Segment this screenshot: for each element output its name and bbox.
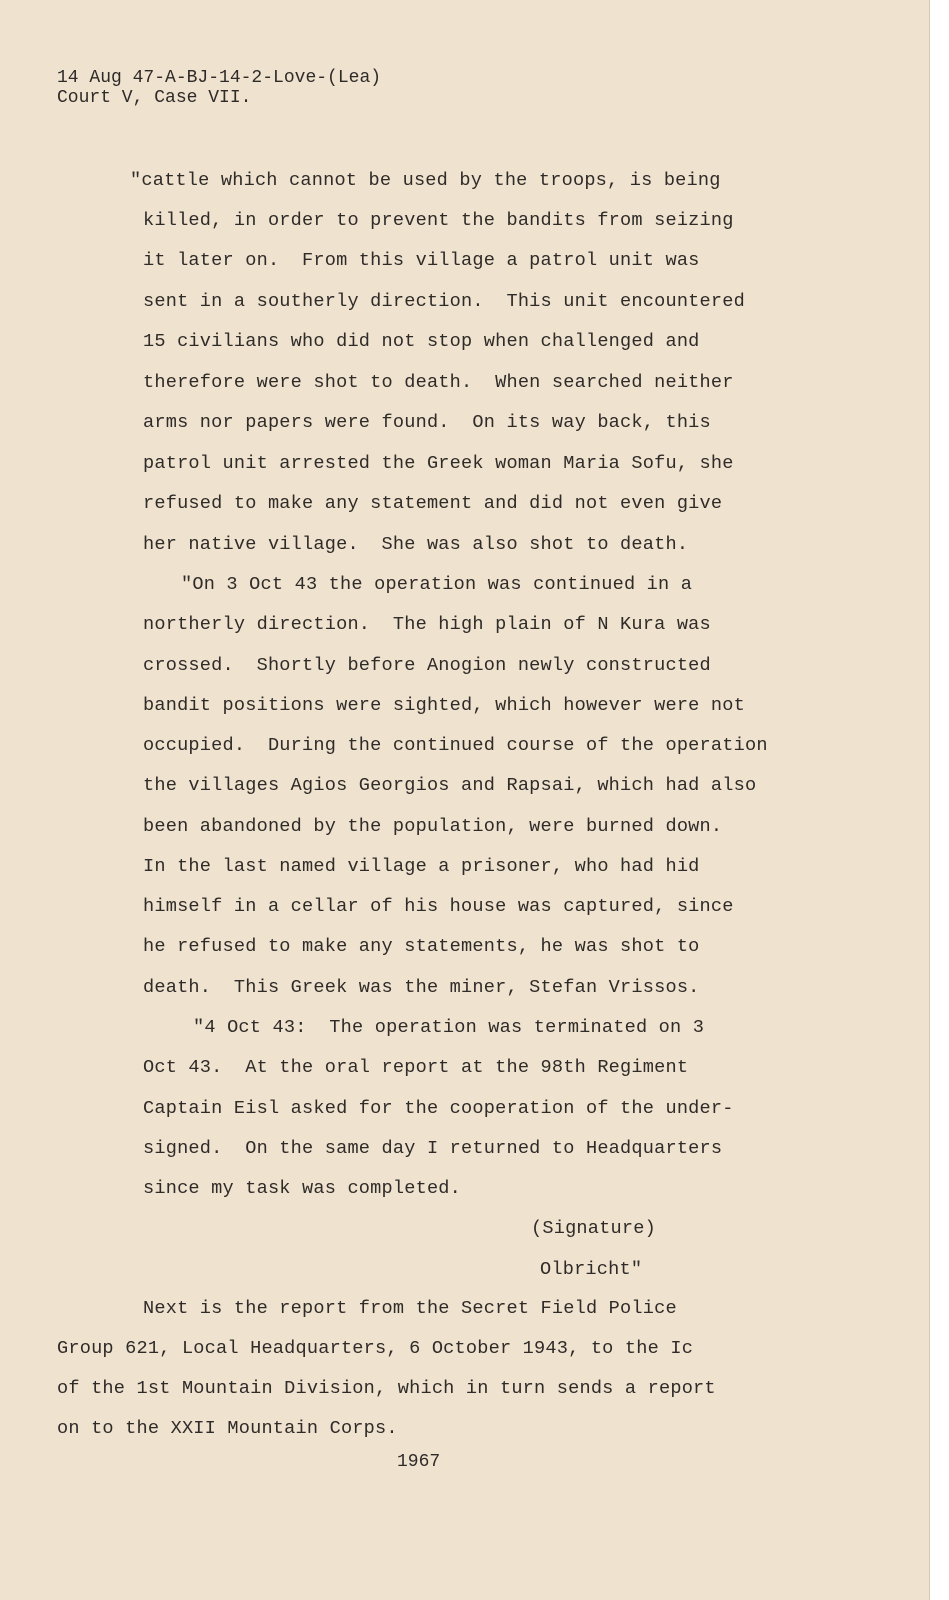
body-line: he refused to make any statements, he was shot to xyxy=(143,936,700,957)
body-line: it later on. From this village a patrol unit was xyxy=(143,250,700,271)
body-line: "4 Oct 43: The operation was terminated on 3 xyxy=(193,1017,705,1038)
body-line: "On 3 Oct 43 the operation was continued in a xyxy=(181,574,693,595)
body-line: crossed. Shortly before Anogion newly constructed xyxy=(143,655,711,676)
body-line: arms nor papers were found. On its way back, this xyxy=(143,412,711,433)
body-line: been abandoned by the population, were burned down. xyxy=(143,816,723,837)
body-line: since my task was completed. xyxy=(143,1178,462,1199)
body-line: himself in a cellar of his house was captured, since xyxy=(143,896,734,917)
body-line: In the last named village a prisoner, who had hid xyxy=(143,856,700,877)
body-line: occupied. During the continued course of the operation xyxy=(143,735,768,756)
body-line: patrol unit arrested the Greek woman Maria Sofu, she xyxy=(143,453,734,474)
body-line: Oct 43. At the oral report at the 98th Regiment xyxy=(143,1057,689,1078)
body-line: on to the XXII Mountain Corps. xyxy=(57,1418,398,1439)
signature-placeholder: (Signature) xyxy=(531,1218,656,1239)
body-line: sent in a southerly direction. This unit encountered xyxy=(143,291,745,312)
body-line: 15 civilians who did not stop when challenged and xyxy=(143,331,700,352)
document-header xyxy=(57,68,381,108)
body-line: refused to make any statement and did not even give xyxy=(143,493,723,514)
body-line: of the 1st Mountain Division, which in turn sends a report xyxy=(57,1378,716,1399)
body-line: Captain Eisl asked for the cooperation of the under- xyxy=(143,1098,734,1119)
header-reference: 14 Aug 47-A-BJ-14-2-Love-(Lea) xyxy=(57,68,382,88)
page-number: 1967 xyxy=(397,1452,441,1472)
body-line: Next is the report from the Secret Field Police xyxy=(143,1298,677,1319)
header-court-case: Court V, Case VII. xyxy=(57,88,252,108)
body-line: the villages Agios Georgios and Rapsai, which had also xyxy=(143,775,757,796)
body-line: Group 621, Local Headquarters, 6 October 1943, to the Ic xyxy=(57,1338,694,1359)
body-line: "cattle which cannot be used by the troops, is being xyxy=(130,170,721,191)
signatory-name: Olbricht" xyxy=(540,1259,643,1280)
body-line: killed, in order to prevent the bandits from seizing xyxy=(143,210,734,231)
body-line: signed. On the same day I returned to Headquarters xyxy=(143,1138,723,1159)
body-line: bandit positions were sighted, which however were not xyxy=(143,695,745,716)
body-line: death. This Greek was the miner, Stefan Vrissos. xyxy=(143,977,700,998)
body-line: northerly direction. The high plain of N Kura was xyxy=(143,614,711,635)
body-line: therefore were shot to death. When searched neither xyxy=(143,372,734,393)
body-line: her native village. She was also shot to death. xyxy=(143,534,689,555)
